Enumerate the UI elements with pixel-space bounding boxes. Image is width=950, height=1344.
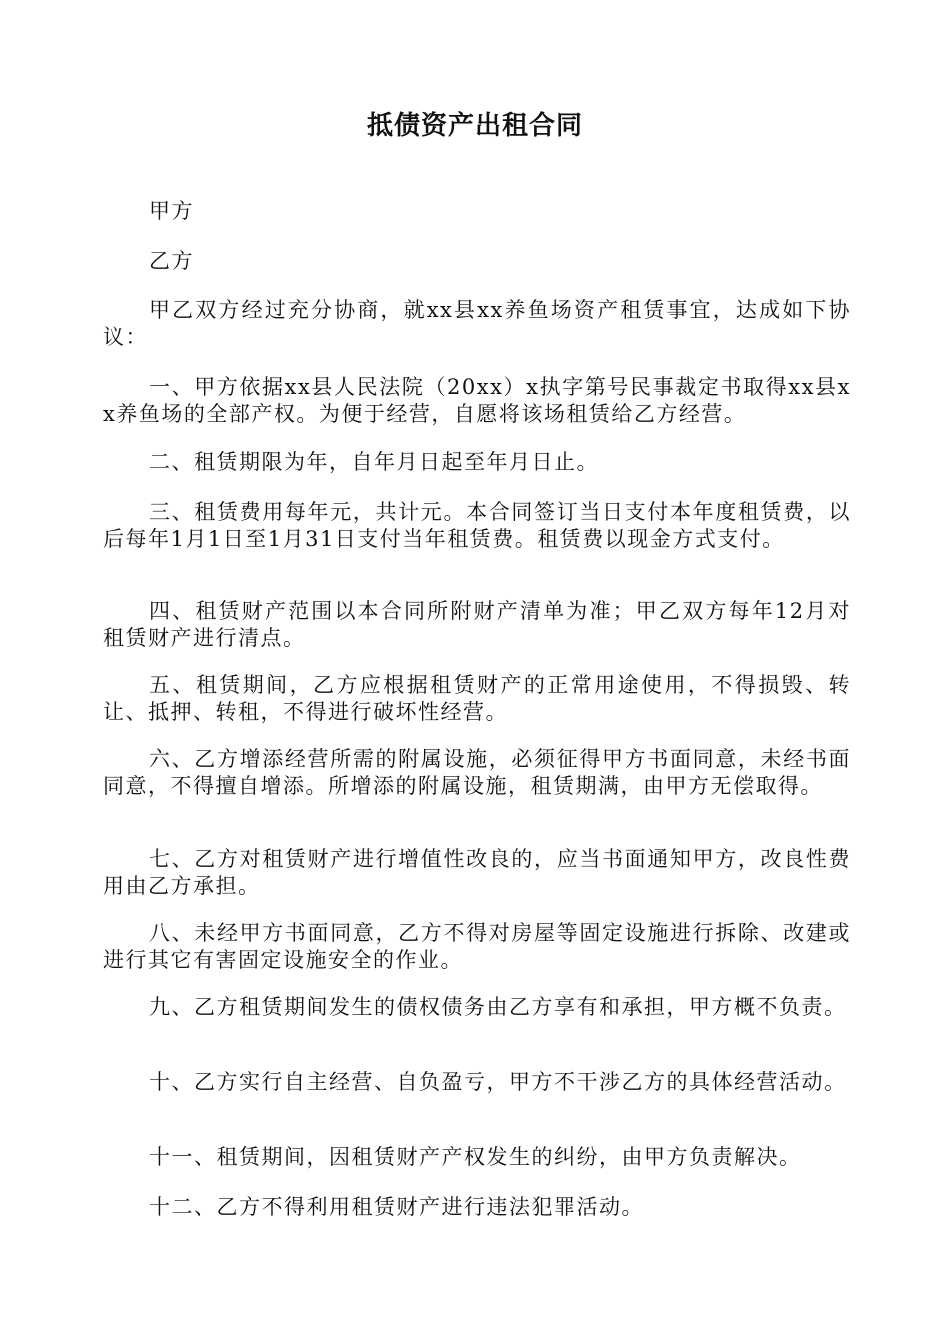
clause-5: 五、租赁期间，乙方应根据租赁财产的正常用途使用，不得损毁、转让、抵押、转租，不得进行破坏性经营。	[103, 673, 851, 724]
document-title: 抵债资产出租合同	[366, 111, 583, 141]
clause-11: 十一、租赁期间，因租赁财产产权发生的纠纷，由甲方负责解决。	[149, 1145, 802, 1169]
clause-8: 八、未经甲方书面同意，乙方不得对房屋等固定设施进行拆除、改建或进行其它有害固定设施安全的作业。	[103, 921, 851, 972]
clause-2: 二、租赁期限为年，自年月日起至年月日止。	[149, 450, 599, 474]
clause-1: 一、甲方依据xx县人民法院（20xx）x执字第号民事裁定书取得xx县xx养鱼场的全部产权。为便于经营，自愿将该场租赁给乙方经营。	[103, 375, 851, 426]
clause-6: 六、乙方增添经营所需的附属设施，必须征得甲方书面同意，未经书面同意，不得擅自增添。所增添的附属设施，租赁期满，由甲方无偿取得。	[103, 747, 851, 798]
preamble-paragraph: 甲乙双方经过充分协商，就xx县xx养鱼场资产租赁事宜，达成如下协议：	[103, 298, 851, 349]
clause-3: 三、租赁费用每年元，共计元。本合同签订当日支付本年度租赁费，以后每年1月1日至1月31日支付当年租赁费。租赁费以现金方式支付。	[103, 500, 851, 551]
clause-4: 四、租赁财产范围以本合同所附财产清单为准；甲乙双方每年12月对租赁财产进行清点。	[103, 599, 851, 650]
clause-10: 十、乙方实行自主经营、自负盈亏，甲方不干涉乙方的具体经营活动。	[149, 1070, 847, 1094]
party-b-label: 乙方	[149, 249, 194, 273]
party-a-label: 甲方	[149, 199, 194, 223]
clause-7: 七、乙方对租赁财产进行增值性改良的，应当书面通知甲方，改良性费用由乙方承担。	[103, 847, 851, 898]
clause-9: 九、乙方租赁期间发生的债权债务由乙方享有和承担，甲方概不负责。	[149, 995, 847, 1019]
clause-12: 十二、乙方不得利用租赁财产进行违法犯罪活动。	[149, 1195, 644, 1219]
